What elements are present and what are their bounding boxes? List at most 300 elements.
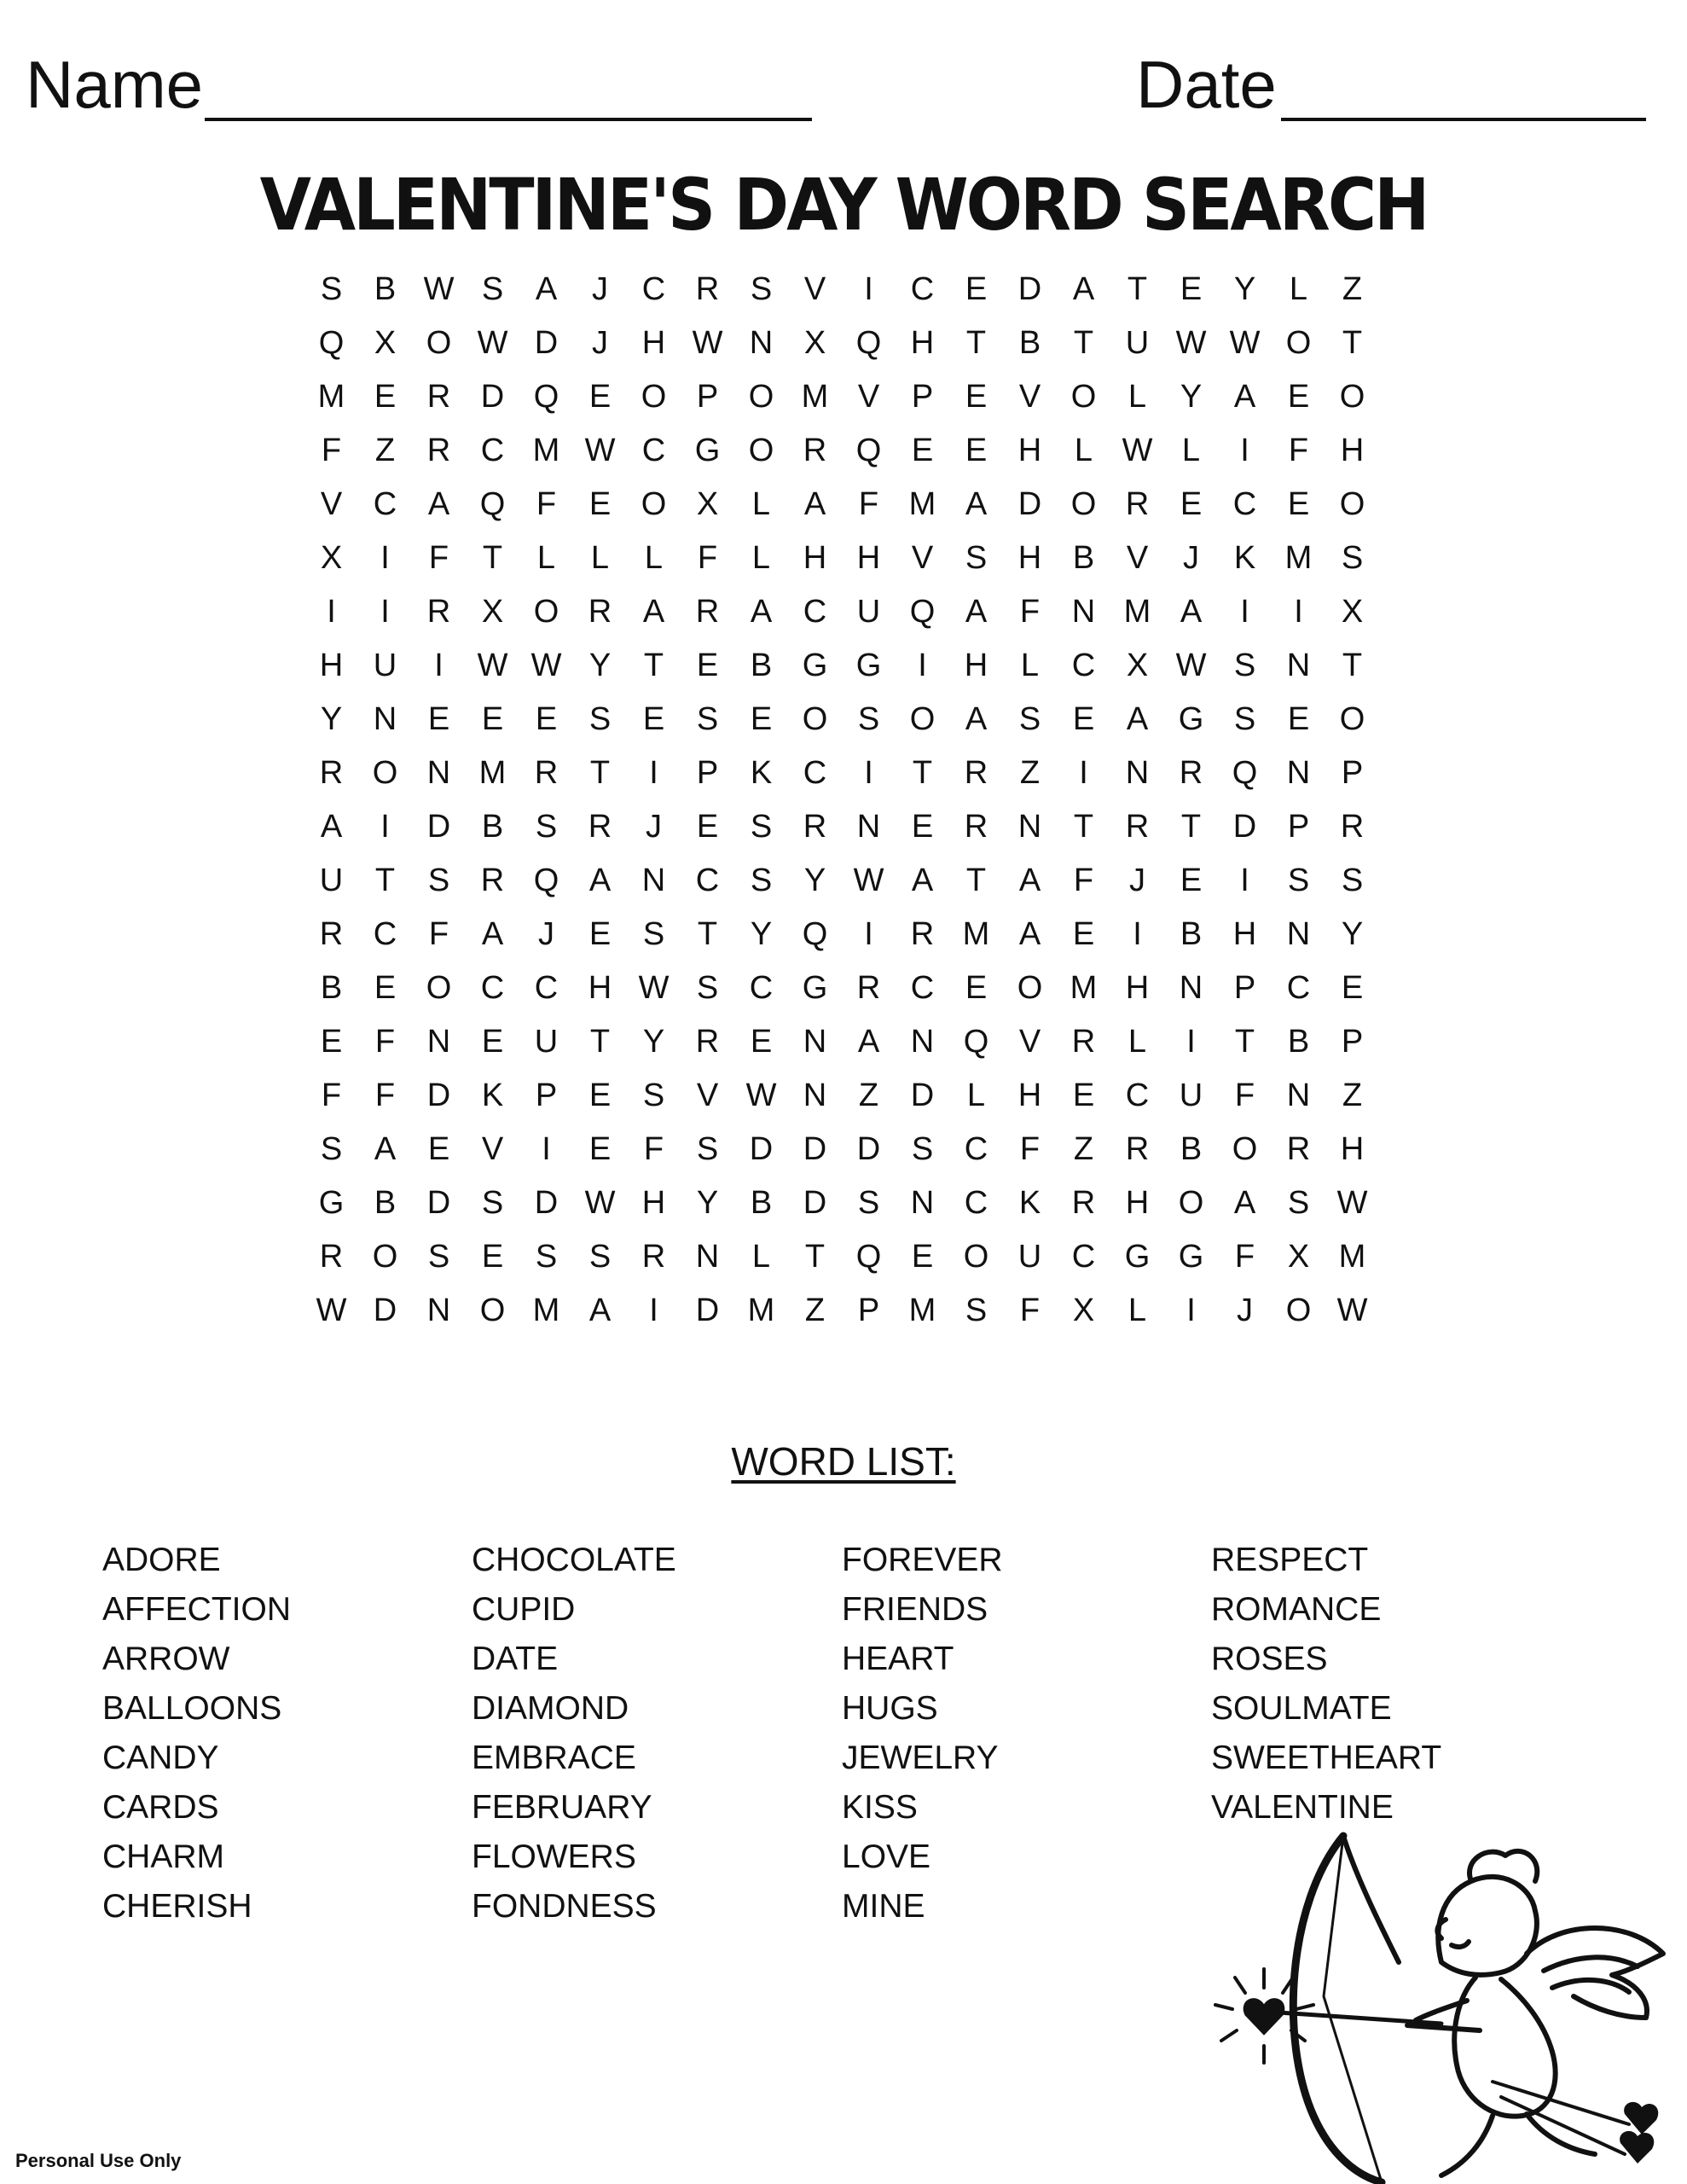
grid-letter[interactable]: O [1285,1292,1312,1328]
grid-letter[interactable]: R [319,755,344,791]
grid-letter[interactable]: S [427,863,450,898]
grid-letter[interactable]: H [803,540,827,576]
grid-letter[interactable]: W [530,648,562,683]
grid-letter[interactable]: O [426,970,452,1006]
grid-letter[interactable]: G [694,433,721,468]
grid-letter[interactable]: X [1287,1239,1310,1275]
grid-letter[interactable]: T [965,863,987,898]
grid-letter[interactable]: R [964,755,988,791]
grid-letter[interactable]: P [696,379,719,415]
grid-letter[interactable]: P [535,1077,558,1113]
grid-letter[interactable]: L [751,1239,771,1275]
grid-letter[interactable]: L [644,540,664,576]
grid-letter[interactable]: S [535,809,558,845]
grid-letter[interactable]: E [1180,271,1203,307]
grid-letter[interactable]: O [748,379,774,415]
grid-letter[interactable]: J [1237,1292,1253,1328]
grid-letter[interactable]: A [1233,379,1256,415]
grid-letter[interactable]: E [1287,486,1310,522]
grid-letter[interactable]: E [1072,1077,1095,1113]
grid-letter[interactable]: G [855,648,882,683]
grid-letter[interactable]: E [965,271,988,307]
grid-letter[interactable]: S [750,271,773,307]
grid-letter[interactable]: T [643,648,664,683]
grid-letter[interactable]: O [1339,486,1365,522]
grid-letter[interactable]: M [532,1292,560,1328]
grid-letter[interactable]: E [427,701,450,737]
grid-letter[interactable]: P [696,755,719,791]
grid-letter[interactable]: X [320,540,343,576]
grid-letter[interactable]: Y [1180,379,1203,415]
grid-letter[interactable]: F [1234,1239,1255,1275]
grid-letter[interactable]: N [641,863,666,898]
grid-letter[interactable]: O [963,1239,989,1275]
grid-letter[interactable]: O [1339,701,1365,737]
grid-letter[interactable]: Q [909,594,936,630]
grid-letter[interactable]: T [1234,1024,1255,1060]
grid-letter[interactable]: T [697,916,718,952]
grid-letter[interactable]: N [803,1024,827,1060]
grid-letter[interactable]: P [1341,1024,1364,1060]
grid-letter[interactable]: E [965,433,988,468]
grid-letter[interactable]: S [1018,701,1041,737]
grid-letter[interactable]: T [1342,325,1363,361]
grid-letter[interactable]: B [374,1185,397,1221]
grid-letter[interactable]: V [911,540,934,576]
grid-letter[interactable]: B [481,809,504,845]
grid-letter[interactable]: R [480,863,505,898]
grid-letter[interactable]: W [1175,325,1207,361]
grid-letter[interactable]: N [910,1185,935,1221]
grid-letter[interactable]: S [427,1239,450,1275]
grid-letter[interactable]: N [1071,594,1096,630]
grid-letter[interactable]: B [750,1185,773,1221]
grid-letter[interactable]: A [1018,916,1041,952]
grid-letter[interactable]: T [1127,271,1148,307]
grid-letter[interactable]: C [480,433,505,468]
grid-letter[interactable]: S [1287,863,1310,898]
grid-letter[interactable]: A [750,594,773,630]
grid-letter[interactable]: N [910,1024,935,1060]
grid-letter[interactable]: D [426,1077,451,1113]
grid-letter[interactable]: U [856,594,881,630]
grid-letter[interactable]: N [1017,809,1042,845]
grid-letter[interactable]: D [695,1292,720,1328]
grid-letter[interactable]: A [481,916,504,952]
grid-letter[interactable]: I [327,594,336,630]
grid-letter[interactable]: E [1287,701,1310,737]
grid-letter[interactable]: F [321,1077,342,1113]
grid-letter[interactable]: A [857,1024,880,1060]
grid-letter[interactable]: S [911,1131,934,1167]
grid-letter[interactable]: A [642,594,665,630]
grid-letter[interactable]: Z [804,1292,826,1328]
grid-letter[interactable]: Q [855,1239,882,1275]
grid-letter[interactable]: E [911,809,934,845]
grid-letter[interactable]: E [427,1131,450,1167]
grid-letter[interactable]: A [965,594,988,630]
grid-letter[interactable]: I [380,540,390,576]
grid-letter[interactable]: U [534,1024,559,1060]
grid-letter[interactable]: F [643,1131,664,1167]
grid-letter[interactable]: C [1125,1077,1150,1113]
grid-letter[interactable]: P [857,1292,880,1328]
grid-letter[interactable]: F [374,1077,396,1113]
grid-letter[interactable]: P [911,379,934,415]
grid-letter[interactable]: R [426,594,451,630]
grid-letter[interactable]: J [592,325,608,361]
grid-letter[interactable]: T [912,755,933,791]
grid-letter[interactable]: G [1178,1239,1204,1275]
grid-letter[interactable]: I [434,648,443,683]
grid-letter[interactable]: S [588,1239,612,1275]
grid-letter[interactable]: O [802,701,828,737]
grid-letter[interactable]: S [750,863,773,898]
grid-letter[interactable]: U [1017,1239,1042,1275]
grid-letter[interactable]: W [584,433,616,468]
grid-letter[interactable]: P [1341,755,1364,791]
grid-letter[interactable]: I [864,916,873,952]
grid-letter[interactable]: E [481,701,504,737]
grid-letter[interactable]: E [588,1077,612,1113]
grid-letter[interactable]: H [1340,433,1365,468]
grid-letter[interactable]: A [1072,271,1095,307]
grid-letter[interactable]: J [1183,540,1199,576]
grid-letter[interactable]: O [1070,379,1097,415]
grid-letter[interactable]: L [536,540,556,576]
grid-letter[interactable]: B [1287,1024,1310,1060]
grid-letter[interactable]: R [1125,1131,1150,1167]
grid-letter[interactable]: D [426,1185,451,1221]
grid-letter[interactable]: S [696,970,719,1006]
grid-letter[interactable]: S [1341,540,1364,576]
grid-letter[interactable]: R [319,1239,344,1275]
grid-letter[interactable]: S [320,1131,343,1167]
grid-letter[interactable]: E [588,379,612,415]
grid-letter[interactable]: V [696,1077,719,1113]
grid-letter[interactable]: R [1286,1131,1311,1167]
grid-letter[interactable]: E [1180,863,1203,898]
grid-letter[interactable]: F [1019,1292,1041,1328]
grid-letter[interactable]: F [697,540,718,576]
grid-letter[interactable]: C [803,594,827,630]
grid-letter[interactable]: M [1338,1239,1366,1275]
grid-letter[interactable]: O [1017,970,1043,1006]
grid-letter[interactable]: S [481,271,504,307]
grid-letter[interactable]: Q [479,486,506,522]
grid-letter[interactable]: A [1018,863,1041,898]
grid-letter[interactable]: D [803,1131,827,1167]
grid-letter[interactable]: N [426,1292,451,1328]
grid-letter[interactable]: E [1341,970,1364,1006]
grid-letter[interactable]: B [1018,325,1041,361]
grid-letter[interactable]: R [910,916,935,952]
grid-letter[interactable]: A [588,863,612,898]
grid-letter[interactable]: K [1233,540,1256,576]
grid-letter[interactable]: G [802,648,828,683]
grid-letter[interactable]: R [964,809,988,845]
grid-letter[interactable]: C [1286,970,1311,1006]
grid-letter[interactable]: L [590,540,610,576]
grid-letter[interactable]: N [426,755,451,791]
grid-letter[interactable]: L [1074,433,1093,468]
grid-letter[interactable]: Z [1073,1131,1094,1167]
grid-letter[interactable]: O [533,594,559,630]
grid-letter[interactable]: B [1072,540,1095,576]
grid-letter[interactable]: T [804,1239,826,1275]
grid-letter[interactable]: C [373,486,397,522]
grid-letter[interactable]: K [481,1077,504,1113]
grid-letter[interactable]: C [803,755,827,791]
grid-letter[interactable]: M [1284,540,1313,576]
grid-letter[interactable]: N [856,809,881,845]
grid-letter[interactable]: J [646,809,662,845]
grid-letter[interactable]: Q [533,379,559,415]
grid-letter[interactable]: H [319,648,344,683]
grid-letter[interactable]: V [803,271,826,307]
grid-letter[interactable]: E [588,1131,612,1167]
grid-letter[interactable]: D [1232,809,1257,845]
grid-letter[interactable]: B [750,648,773,683]
name-field-line[interactable] [205,118,812,121]
grid-letter[interactable]: O [372,755,398,791]
grid-letter[interactable]: R [695,1024,720,1060]
grid-letter[interactable]: D [373,1292,397,1328]
grid-letter[interactable]: W [745,1077,777,1113]
grid-letter[interactable]: G [1178,701,1204,737]
grid-letter[interactable]: I [918,648,927,683]
grid-letter[interactable]: Y [1233,271,1256,307]
grid-letter[interactable]: N [695,1239,720,1275]
grid-letter[interactable]: D [856,1131,881,1167]
grid-letter[interactable]: D [803,1185,827,1221]
grid-letter[interactable]: I [542,1131,551,1167]
grid-letter[interactable]: Y [696,1185,719,1221]
grid-letter[interactable]: V [1018,1024,1041,1060]
grid-letter[interactable]: F [428,540,449,576]
grid-letter[interactable]: X [374,325,397,361]
grid-letter[interactable]: G [802,970,828,1006]
grid-letter[interactable]: R [695,594,720,630]
grid-letter[interactable]: R [534,755,559,791]
grid-letter[interactable]: I [1240,594,1249,630]
grid-letter[interactable]: I [1133,916,1142,952]
grid-letter[interactable]: N [1286,648,1311,683]
grid-letter[interactable]: Z [858,1077,879,1113]
grid-letter[interactable]: Q [533,863,559,898]
grid-letter[interactable]: E [374,970,397,1006]
grid-letter[interactable]: O [641,486,667,522]
grid-letter[interactable]: C [910,970,935,1006]
grid-letter[interactable]: M [1070,970,1098,1006]
grid-letter[interactable]: H [1232,916,1257,952]
grid-letter[interactable]: I [1186,1292,1196,1328]
grid-letter[interactable]: W [638,970,670,1006]
grid-letter[interactable]: F [1073,863,1094,898]
grid-letter[interactable]: N [1286,755,1311,791]
grid-letter[interactable]: F [321,433,342,468]
grid-letter[interactable]: E [1072,701,1095,737]
grid-letter[interactable]: E [481,1024,504,1060]
grid-letter[interactable]: E [1180,486,1203,522]
grid-letter[interactable]: U [373,648,397,683]
grid-letter[interactable]: Z [1019,755,1041,791]
grid-letter[interactable]: H [1125,1185,1150,1221]
grid-letter[interactable]: S [1233,648,1256,683]
grid-letter[interactable]: D [534,1185,559,1221]
grid-letter[interactable]: U [1125,325,1150,361]
grid-letter[interactable]: O [479,1292,506,1328]
grid-letter[interactable]: B [1180,1131,1203,1167]
grid-letter[interactable]: F [858,486,879,522]
grid-letter[interactable]: M [908,1292,936,1328]
grid-letter[interactable]: X [481,594,504,630]
grid-letter[interactable]: Q [855,433,882,468]
grid-letter[interactable]: T [589,755,611,791]
grid-letter[interactable]: F [1019,1131,1041,1167]
grid-letter[interactable]: I [1240,433,1249,468]
grid-letter[interactable]: L [1289,271,1308,307]
word-search-grid[interactable] [304,263,1391,1338]
grid-letter[interactable]: M [532,433,560,468]
grid-letter[interactable]: E [911,433,934,468]
grid-letter[interactable]: O [426,325,452,361]
grid-letter[interactable]: U [319,863,344,898]
grid-letter[interactable]: P [1233,970,1256,1006]
grid-letter[interactable]: M [478,755,507,791]
grid-letter[interactable]: D [1017,271,1042,307]
grid-letter[interactable]: A [374,1131,397,1167]
grid-letter[interactable]: R [1071,1185,1096,1221]
grid-letter[interactable]: W [584,1185,616,1221]
grid-letter[interactable]: N [1179,970,1203,1006]
grid-letter[interactable]: R [426,433,451,468]
grid-letter[interactable]: R [1125,486,1150,522]
grid-letter[interactable]: Z [374,433,396,468]
grid-letter[interactable]: S [1287,1185,1310,1221]
grid-letter[interactable]: A [1233,1185,1256,1221]
grid-letter[interactable]: L [751,486,771,522]
grid-letter[interactable]: L [1128,1292,1147,1328]
grid-letter[interactable]: C [480,970,505,1006]
grid-letter[interactable]: C [1071,648,1096,683]
grid-letter[interactable]: R [1179,755,1203,791]
grid-letter[interactable]: E [750,701,773,737]
grid-letter[interactable]: H [588,970,612,1006]
grid-letter[interactable]: I [380,809,390,845]
grid-letter[interactable]: M [801,379,829,415]
grid-letter[interactable]: H [1340,1131,1365,1167]
grid-letter[interactable]: R [641,1239,666,1275]
grid-letter[interactable]: W [1229,325,1261,361]
grid-letter[interactable]: X [1341,594,1364,630]
grid-letter[interactable]: E [320,1024,343,1060]
grid-letter[interactable]: I [864,271,873,307]
grid-letter[interactable]: Q [318,325,345,361]
grid-letter[interactable]: X [803,325,826,361]
grid-letter[interactable]: S [965,1292,988,1328]
grid-letter[interactable]: Q [963,1024,989,1060]
grid-letter[interactable]: D [534,325,559,361]
grid-letter[interactable]: A [911,863,934,898]
grid-letter[interactable]: W [692,325,723,361]
grid-letter[interactable]: H [1017,433,1042,468]
grid-letter[interactable]: A [803,486,826,522]
grid-letter[interactable]: W [853,863,884,898]
grid-letter[interactable]: V [1126,540,1149,576]
grid-letter[interactable]: C [964,1131,988,1167]
grid-letter[interactable]: F [428,916,449,952]
grid-letter[interactable]: M [747,1292,775,1328]
grid-letter[interactable]: Y [803,863,826,898]
grid-letter[interactable]: Y [750,916,773,952]
grid-letter[interactable]: J [538,916,554,952]
grid-letter[interactable]: Q [1232,755,1258,791]
grid-letter[interactable]: N [749,325,774,361]
grid-letter[interactable]: R [1340,809,1365,845]
grid-letter[interactable]: E [696,648,719,683]
grid-letter[interactable]: E [481,1239,504,1275]
grid-letter[interactable]: N [1125,755,1150,791]
grid-letter[interactable]: F [1019,594,1041,630]
grid-letter[interactable]: N [803,1077,827,1113]
grid-letter[interactable]: V [1018,379,1041,415]
grid-letter[interactable]: U [1179,1077,1203,1113]
grid-letter[interactable]: I [1240,863,1249,898]
grid-letter[interactable]: E [911,1239,934,1275]
grid-letter[interactable]: A [320,809,343,845]
grid-letter[interactable]: R [319,916,344,952]
grid-letter[interactable]: T [965,325,987,361]
grid-letter[interactable]: G [1124,1239,1151,1275]
grid-letter[interactable]: H [856,540,881,576]
grid-letter[interactable]: C [1071,1239,1096,1275]
grid-letter[interactable]: C [641,271,666,307]
grid-letter[interactable]: G [318,1185,345,1221]
grid-letter[interactable]: W [1336,1292,1368,1328]
grid-letter[interactable]: A [965,701,988,737]
grid-letter[interactable]: R [803,809,827,845]
grid-letter[interactable]: H [641,325,666,361]
grid-letter[interactable]: T [374,863,396,898]
grid-letter[interactable]: E [1072,916,1095,952]
grid-letter[interactable]: H [1017,540,1042,576]
grid-letter[interactable]: E [750,1024,773,1060]
grid-letter[interactable]: E [588,486,612,522]
grid-letter[interactable]: Z [1342,271,1363,307]
grid-letter[interactable]: W [477,648,508,683]
grid-letter[interactable]: Y [642,1024,665,1060]
grid-letter[interactable]: O [748,433,774,468]
grid-letter[interactable]: L [966,1077,986,1113]
grid-letter[interactable]: F [1234,1077,1255,1113]
grid-letter[interactable]: C [1232,486,1257,522]
grid-letter[interactable]: N [373,701,397,737]
grid-letter[interactable]: A [1126,701,1149,737]
grid-letter[interactable]: S [642,1077,665,1113]
grid-letter[interactable]: N [1286,916,1311,952]
grid-letter[interactable]: I [649,755,658,791]
grid-letter[interactable]: O [909,701,936,737]
grid-letter[interactable]: H [1125,970,1150,1006]
grid-letter[interactable]: S [965,540,988,576]
grid-letter[interactable]: C [641,433,666,468]
grid-letter[interactable]: R [1071,1024,1096,1060]
grid-letter[interactable]: A [427,486,450,522]
grid-letter[interactable]: D [426,809,451,845]
grid-letter[interactable]: V [320,486,343,522]
grid-letter[interactable]: Z [1342,1077,1363,1113]
